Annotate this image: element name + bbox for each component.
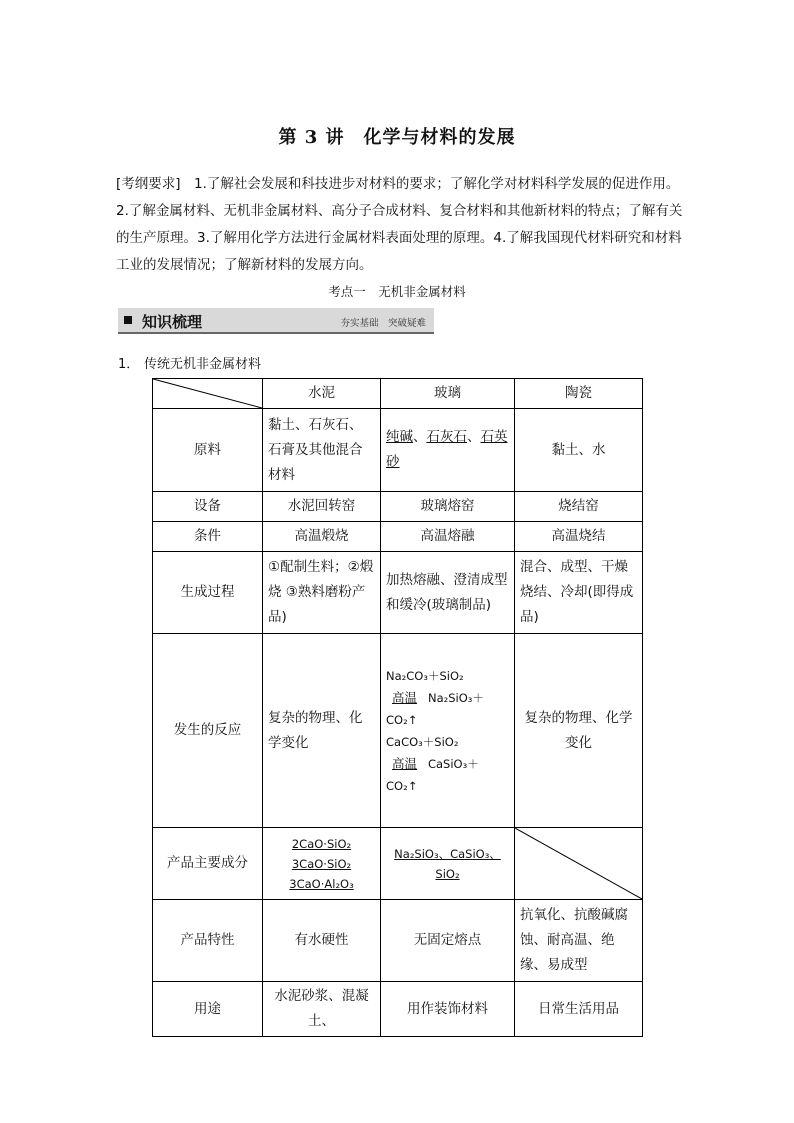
equation-1-products: Na₂SiO₃＋ [427,690,484,705]
cement-raw: 黏土、石灰石、石膏及其他混合材料 [263,409,381,492]
exam-requirements [116,171,686,279]
table-row [153,492,643,522]
page-title: 第 3 讲 化学与材料的发展 [278,127,516,148]
cement-composition [263,828,381,900]
item-number: 1． [118,357,140,372]
row-label-raw: 原料 [153,409,263,492]
glass-equipment: 玻璃熔窑 [381,492,515,522]
requirements-label: [考纲要求] [116,176,181,192]
row-label-reaction: 发生的反应 [153,634,263,828]
glass-raw-sep2: 、 [467,429,481,445]
cement-composition-1: 2CaO·SiO₂ [291,836,352,851]
equation-2-gas: CO₂↑ [386,778,418,793]
equation-1-gas: CO₂↑ [386,712,418,727]
ceramic-reaction: 复杂的物理、化学变化 [515,634,643,828]
ceramic-property: 抗氧化、抗酸碱腐蚀、耐高温、绝缘、易成型 [515,900,643,982]
glass-raw-b: 石灰石 [426,429,467,445]
glass-raw-c: 石英砂 [386,429,508,470]
equation-1-line [386,687,509,709]
square-bullet-icon [124,316,132,324]
row-label-process: 生成过程 [153,552,263,634]
row-label-condition: 条件 [153,522,263,552]
ceramic-equipment: 烧结窑 [515,492,643,522]
cement-property: 有水硬性 [263,900,381,982]
table-row [153,409,643,492]
table-row [153,828,643,900]
row-label-equipment: 设备 [153,492,263,522]
glass-process: 加热熔融、澄清成型和缓冷(玻璃制品) [381,552,515,634]
row-label-usage: 用途 [153,982,263,1037]
diagonal-header-cell [153,379,263,409]
glass-reaction [381,634,515,828]
glass-composition-2: SiO₂ [435,866,460,881]
ceramic-raw: 黏土、水 [515,409,643,492]
section-heading: 考点一 无机非金属材料 [328,284,466,299]
cement-composition-2: 3CaO·SiO₂ [291,856,352,871]
requirements-text: 1.了解社会发展和科技进步对材料的要求；了解化学对材料科学发展的促进作用。2.了解金属材料、无机非金属材料、高分子合成材料、复合材料和其他新材料的特点；了解有关的生产原理。3.了解用化学方法进行金属材料表面处理的原理。4.了解我国现代材料研究和材料工业的发展情况；了解新材料的发展方向。 [116,176,683,273]
diagonal-line [515,828,642,899]
column-header-glass: 玻璃 [381,379,515,409]
materials-table [152,378,643,1037]
cement-usage: 水泥砂浆、混凝土、 [263,982,381,1037]
equation-1-reactants: Na₂CO₃＋SiO₂ [386,668,464,683]
table-header-row [153,379,643,409]
cement-condition: 高温煅烧 [263,522,381,552]
equation-2-products: CaSiO₃＋ [427,756,479,771]
equation-1-condition: 高温 [392,689,418,705]
glass-property: 无固定熔点 [381,900,515,982]
cement-composition-3: 3CaO·Al₂O₃ [289,876,354,891]
table-row [153,522,643,552]
glass-raw-sep1: 、 [413,429,427,445]
row-label-composition: 产品主要成分 [153,828,263,900]
equation-2-condition: 高温 [392,755,418,771]
item-heading [118,353,261,372]
glass-usage: 用作装饰材料 [381,982,515,1037]
ceramic-process: 混合、成型、干燥烧结、冷却(即得成品) [515,552,643,634]
glass-raw-a: 纯碱 [386,429,413,445]
column-header-ceramic: 陶瓷 [515,379,643,409]
table-row [153,552,643,634]
row-label-property: 产品特性 [153,900,263,982]
equation-2-line [386,753,509,775]
cement-process: ①配制生料；②煅烧 ③熟料磨粉产品) [263,552,381,634]
ceramic-usage: 日常生活用品 [515,982,643,1037]
item-title: 传统无机非金属材料 [144,357,262,372]
column-header-cement: 水泥 [263,379,381,409]
equation-2-reactants: CaCO₃＋SiO₂ [386,734,459,749]
glass-composition-1: Na₂SiO₃、CaSiO₃、 [394,846,501,861]
ceramic-composition-empty [515,828,643,900]
knowledge-bar [118,308,434,334]
knowledge-bar-label: 知识梳理 [142,313,203,331]
glass-composition [381,828,515,900]
ceramic-condition: 高温烧结 [515,522,643,552]
knowledge-bar-tag: 夯实基础 突破疑难 [340,318,426,329]
diagonal-line [153,379,262,408]
cement-equipment: 水泥回转窑 [263,492,381,522]
table-row [153,982,643,1037]
glass-raw [381,409,515,492]
glass-condition: 高温熔融 [381,522,515,552]
cement-reaction: 复杂的物理、化学变化 [263,634,381,828]
table-row [153,900,643,982]
table-row [153,634,643,828]
